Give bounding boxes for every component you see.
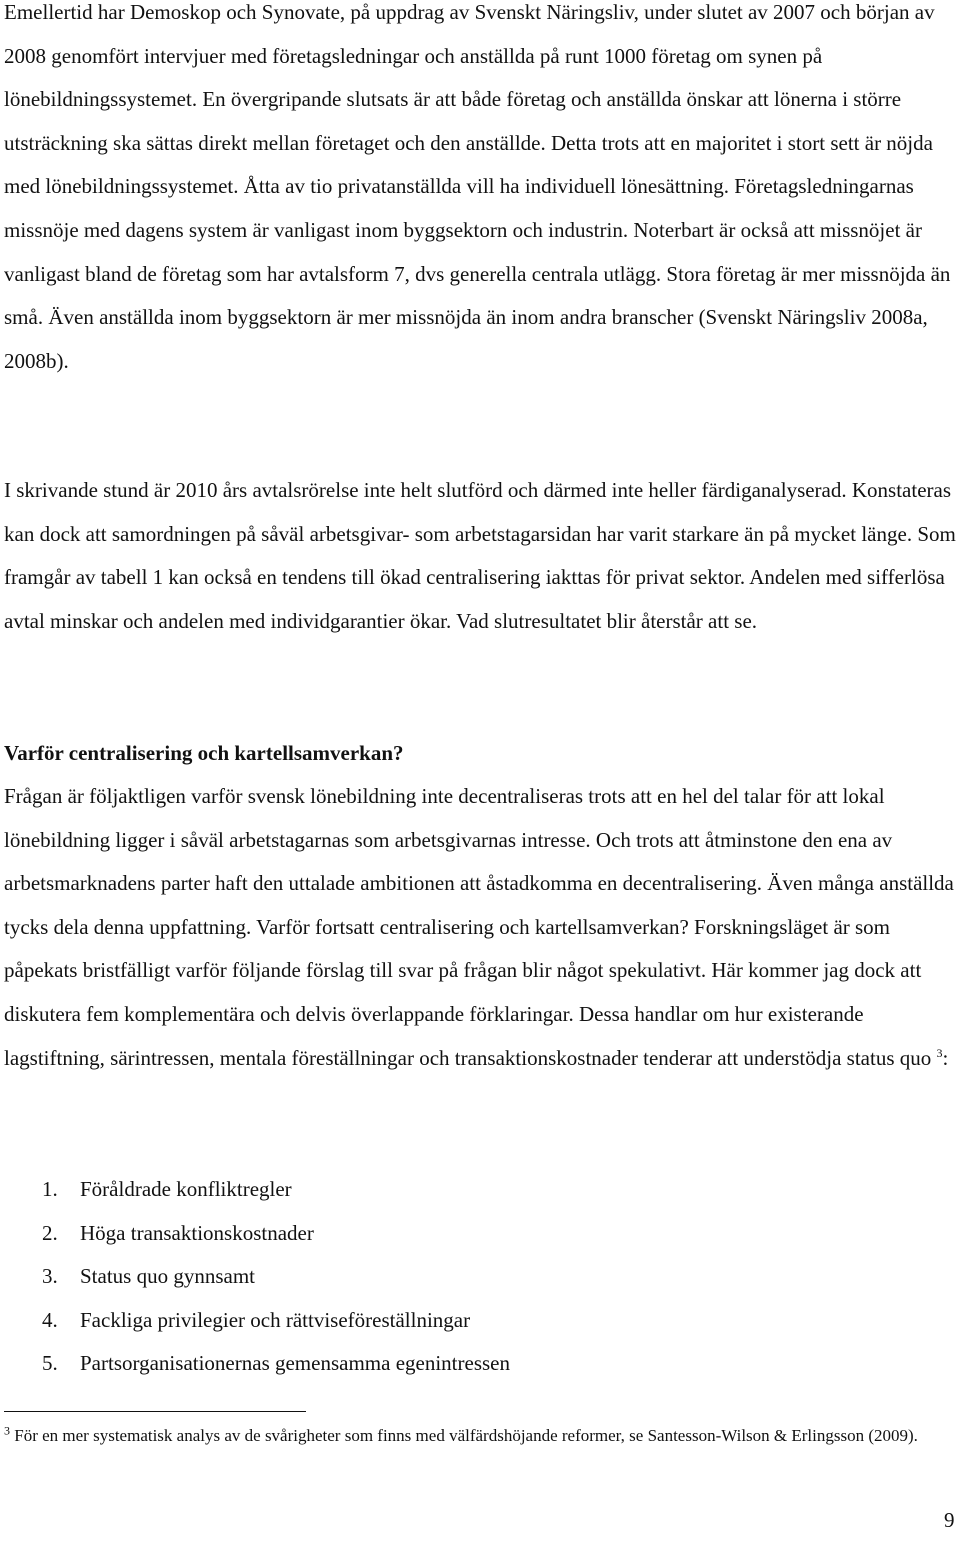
paragraph-question: [4, 775, 956, 1080]
footnote: [4, 1424, 956, 1447]
list-item: [42, 1168, 510, 1212]
list-item: [42, 1212, 510, 1256]
list-item-number: 5.: [42, 1351, 58, 1376]
list-item-number: 3.: [42, 1264, 58, 1289]
footnote-divider: [4, 1411, 306, 1412]
list-item-text: Höga transaktionskostnader: [80, 1220, 314, 1245]
footnote-reference: 3: [936, 1045, 943, 1060]
list-item-number: 1.: [42, 1177, 58, 1201]
paragraph-survey: Emellertid har Demoskop och Synovate, på uppdrag av Svenskt Näringsliv, under slutet av 2007 och början av 2008 genomfört intervjuer med företagsledningar och anställda på runt 1000 företag om synen på lönebildningssystemet. En övergripande slutsats är att både företag och anställda önskar att lönerna i större utsträckning ska sättas direkt mellan företaget och den anställde. Detta trots att en majoritet i stort sett är nöjda med lönebildningssystemet. Åtta av tio privatanställda vill ha individuell lönesättning. Företagsledningarnas missnöje med dagens system är vanligast inom byggsektorn och industrin. Noterbart är också att missnöjet är vanligast bland de företag som har avtalsform 7, dvs generella centrala utlägg. Stora företag är mer missnöjda än små. Även anställda inom byggsektorn är mer missnöjda än inom andra branscher (Svenskt Näringsliv 2008a, 2008b).: [4, 0, 951, 373]
footnote-marker: 3: [4, 1423, 10, 1438]
list-item-number: 2.: [42, 1220, 58, 1245]
paragraph-question-colon: :: [942, 1045, 949, 1070]
footnote-text: För en mer systematisk analys av de svårigheter som finns med välfärdshöjande reformer, se Santesson-Wilson & Erlingsson (2009).: [10, 1426, 918, 1445]
list-item-text: Status quo gynnsamt: [80, 1264, 256, 1289]
list-item-text: Föråldrade konfliktregler: [80, 1177, 292, 1201]
list-item: [42, 1342, 510, 1386]
paragraph-question-text: Frågan är följaktligen varför svensk lönebildning inte decentraliseras trots att en hel del talar för att lokal lönebildning ligger i såväl arbetstagarnas som arbetsgivarnas intresse. Och trots att åtminstone den ena av arbetsmarknadens parter haft den uttalade ambitionen att åstadkomma en decentralisering. Även många anställda tycks dela denna uppfattning. Varför fortsatt centralisering och kartellsamverkan? Forskningsläget är som påpekats bristfälligt varför följande förslag till svar på frågan blir något spekulativt. Här kommer jag dock att diskutera fem komplementära och delvis överlappande förklaringar. Dessa handlar om hur existerande lagstiftning, särintressen, mentala föreställningar och transaktionskostnader tenderar att understödja status quo: [4, 784, 954, 1070]
list-item-text: Partsorganisationernas gemensamma egenintressen: [80, 1351, 510, 1376]
list-item-text: Fackliga privilegier och rättviseföreställningar: [80, 1307, 471, 1332]
list-item: [42, 1255, 510, 1299]
page-number: 9: [944, 1508, 955, 1532]
paragraph-bargaining-round: I skrivande stund är 2010 års avtalsrörelse inte helt slutförd och därmed inte heller färdiganalyserad. Konstateras kan dock att samordningen på såväl arbetsgivar- som arbetstagarsidan har varit starkare än på mycket länge. Som framgår av tabell 1 kan också en tendens till ökad centralisering iakttas för privat sektor. Andelen med sifferlösa avtal minskar och andelen med individgarantier ökar. Vad slutresultatet blir återstår att se.: [4, 478, 956, 633]
explanations-list: [42, 1168, 510, 1386]
list-item: [42, 1299, 510, 1343]
section-heading: Varför centralisering och kartellsamverkan?: [4, 741, 404, 765]
list-item-number: 4.: [42, 1307, 58, 1332]
